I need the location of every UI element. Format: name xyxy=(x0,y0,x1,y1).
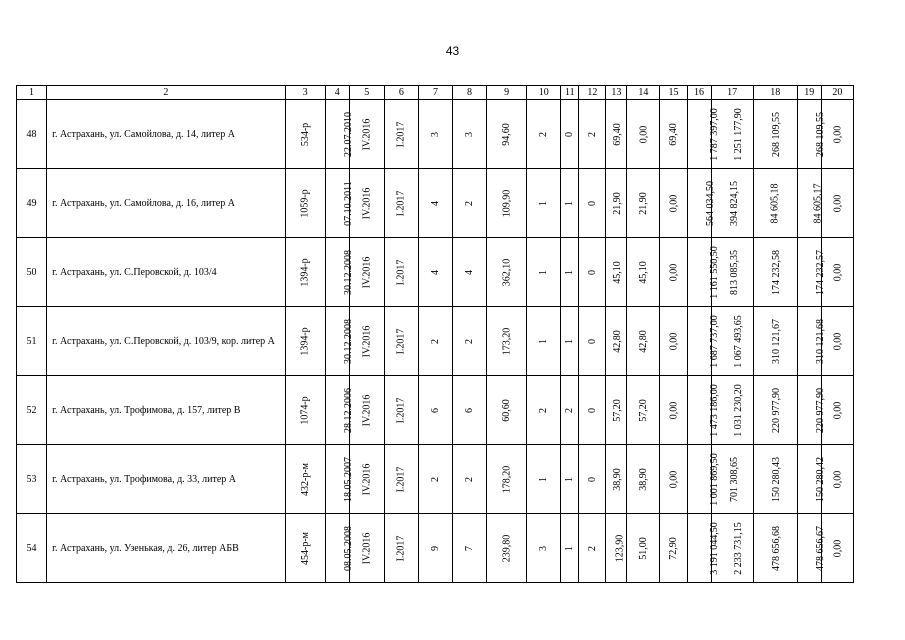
table-cell xyxy=(349,100,384,169)
table-cell xyxy=(821,238,853,307)
cell-text: 1394-р xyxy=(299,257,311,287)
cell-text: 0,00 xyxy=(831,470,843,488)
cell-text: 0,00 xyxy=(831,194,843,212)
cell-text: 21,90 xyxy=(637,191,649,215)
table-cell xyxy=(384,307,418,376)
table-cell xyxy=(453,514,487,583)
cell-text: 28.12.2006 xyxy=(342,387,354,433)
cell-text: 1 xyxy=(564,476,576,482)
cell-text: 42,80 xyxy=(612,329,624,353)
cell-text: 1 xyxy=(564,338,576,344)
cell-text: 220 977,90 xyxy=(770,387,782,433)
table-cell xyxy=(606,100,627,169)
cell-text: 4 xyxy=(429,269,441,275)
cell-text: 0,00 xyxy=(831,125,843,143)
cell-text: 478 656,68 xyxy=(770,525,782,571)
cell-text: 4 xyxy=(429,200,441,206)
cell-text: 1 xyxy=(538,200,550,206)
table-cell xyxy=(453,376,487,445)
cell-text: 0 xyxy=(586,407,598,413)
table-row xyxy=(17,238,854,307)
cell-text: 173,20 xyxy=(501,327,513,355)
column-header: 14 xyxy=(627,86,660,100)
cell-text: IV.2016 xyxy=(361,325,373,357)
column-header: 9 xyxy=(487,86,527,100)
table-cell xyxy=(487,100,527,169)
table-cell xyxy=(711,169,753,238)
table-cell xyxy=(579,238,606,307)
cell-text: 45,10 xyxy=(637,260,649,284)
table-cell: 48 xyxy=(17,100,47,169)
cell-text: 1 xyxy=(564,200,576,206)
table-cell xyxy=(561,169,579,238)
column-header: 7 xyxy=(418,86,452,100)
cell-text: 310 121,68 xyxy=(814,318,826,364)
table-cell xyxy=(579,169,606,238)
table-cell xyxy=(527,100,561,169)
table-row xyxy=(17,169,854,238)
table-cell xyxy=(797,100,826,169)
cell-text: 0 xyxy=(586,476,598,482)
cell-text: 22.07.2010 xyxy=(342,111,354,157)
table-cell xyxy=(349,307,384,376)
table-row xyxy=(17,100,854,169)
table-cell xyxy=(453,307,487,376)
cell-text: 30.12.2008 xyxy=(342,249,354,295)
table-cell: 54 xyxy=(17,514,47,583)
table-cell xyxy=(527,238,561,307)
cell-text: I.2017 xyxy=(395,190,407,216)
cell-text: IV.2016 xyxy=(361,187,373,219)
table-cell xyxy=(797,238,826,307)
column-header: 15 xyxy=(660,86,687,100)
table-cell xyxy=(285,169,325,238)
cell-text: 21,90 xyxy=(612,191,624,215)
cell-text: 0,00 xyxy=(668,332,679,350)
table-cell xyxy=(384,169,418,238)
table-cell xyxy=(349,238,384,307)
table-cell xyxy=(687,307,720,376)
cell-text: 2 xyxy=(538,407,550,413)
cell-text: 174 232,57 xyxy=(814,249,826,295)
cell-text: 08.05.2008 xyxy=(342,525,354,571)
cell-text: 2 xyxy=(564,407,576,413)
cell-text: 0 xyxy=(564,131,576,137)
table-cell xyxy=(349,514,384,583)
table-cell xyxy=(606,238,627,307)
table-cell xyxy=(797,445,826,514)
table-cell xyxy=(561,445,579,514)
table-cell xyxy=(579,100,606,169)
cell-text: 38,90 xyxy=(637,467,649,491)
table-cell: г. Астрахань, ул. С.Перовской, д. 103/9, кор. литер А xyxy=(47,307,286,376)
column-header: 6 xyxy=(384,86,418,100)
cell-text: 2 xyxy=(464,338,476,344)
table-cell xyxy=(660,238,687,307)
table-cell xyxy=(687,169,716,238)
table-cell xyxy=(285,307,325,376)
table-cell xyxy=(561,307,579,376)
cell-text: 1 xyxy=(538,476,550,482)
cell-text: 2 xyxy=(538,131,550,137)
cell-text: 1 001 869,50 xyxy=(708,452,720,506)
table-cell: 52 xyxy=(17,376,47,445)
table-cell xyxy=(453,100,487,169)
cell-text: 268 109,55 xyxy=(770,111,782,157)
table-cell: 49 xyxy=(17,169,47,238)
table-cell xyxy=(325,238,354,307)
table-cell xyxy=(687,445,720,514)
table-cell xyxy=(687,514,720,583)
table-cell xyxy=(418,238,452,307)
table-cell xyxy=(687,100,720,169)
table-cell xyxy=(561,100,579,169)
table-cell xyxy=(527,445,561,514)
table-cell xyxy=(285,100,325,169)
table-cell xyxy=(797,376,826,445)
table-cell xyxy=(349,445,384,514)
table-cell xyxy=(384,445,418,514)
table-cell xyxy=(527,514,561,583)
table-cell xyxy=(627,514,660,583)
table-cell xyxy=(487,169,527,238)
column-header: 3 xyxy=(285,86,325,100)
cell-text: 3 191 044,50 xyxy=(708,521,720,575)
cell-text: IV.2016 xyxy=(361,394,373,426)
table-cell xyxy=(418,100,452,169)
cell-text: 69,40 xyxy=(668,122,679,146)
table-cell: г. Астрахань, ул. Узенькая, д. 26, литер АБВ xyxy=(47,514,286,583)
table-cell xyxy=(821,100,853,169)
table-cell xyxy=(453,169,487,238)
cell-text: 1 xyxy=(564,269,576,275)
cell-text: 220 977,90 xyxy=(814,387,826,433)
cell-text: 1 473 186,00 xyxy=(708,383,720,437)
table-cell: 51 xyxy=(17,307,47,376)
table-cell xyxy=(753,169,797,238)
cell-text: 0,00 xyxy=(668,263,679,281)
table-cell xyxy=(627,307,660,376)
table-cell xyxy=(660,100,687,169)
table-cell xyxy=(579,376,606,445)
table-row xyxy=(17,376,854,445)
cell-text: 3 xyxy=(429,131,441,137)
table-cell xyxy=(627,100,660,169)
table-cell xyxy=(753,376,797,445)
cell-text: 454-р-м xyxy=(299,531,311,565)
table-cell xyxy=(418,169,452,238)
cell-text: 7 xyxy=(464,545,476,551)
column-header: 10 xyxy=(527,86,561,100)
cell-text: 0,00 xyxy=(637,125,649,143)
cell-text: 1 xyxy=(538,269,550,275)
cell-text: 72,90 xyxy=(668,536,679,560)
cell-text: 6 xyxy=(464,407,476,413)
cell-text: 1059-р xyxy=(299,188,311,218)
table-cell xyxy=(285,445,325,514)
table-cell xyxy=(606,376,627,445)
cell-text: 239,80 xyxy=(501,534,513,562)
table-cell xyxy=(660,307,687,376)
cell-text: 123,90 xyxy=(614,534,626,562)
table-cell xyxy=(285,514,325,583)
cell-text: 84 605,17 xyxy=(812,183,824,223)
table-cell xyxy=(384,514,418,583)
cell-text: 1 687 737,00 xyxy=(708,314,720,368)
table-cell xyxy=(325,445,354,514)
header-row xyxy=(17,86,854,100)
table-cell xyxy=(797,169,824,238)
cell-text: 564 034,50 xyxy=(704,180,716,226)
table-cell xyxy=(821,376,853,445)
cell-text: 1 xyxy=(538,338,550,344)
table-cell xyxy=(627,169,660,238)
column-header: 2 xyxy=(47,86,286,100)
column-header: 12 xyxy=(579,86,606,100)
table-cell xyxy=(418,376,452,445)
cell-text: 2 xyxy=(586,545,598,551)
column-header: 4 xyxy=(325,86,349,100)
table-row xyxy=(17,514,854,583)
cell-text: 1 031 230,20 xyxy=(732,383,744,437)
cell-text: 51,00 xyxy=(637,536,649,560)
table-cell xyxy=(285,376,325,445)
cell-text: 174 232,58 xyxy=(770,249,782,295)
cell-text: 07.10.2011 xyxy=(342,180,354,226)
table-cell xyxy=(384,376,418,445)
table-cell xyxy=(821,307,853,376)
cell-text: 0 xyxy=(586,200,598,206)
cell-text: 0,00 xyxy=(831,263,843,281)
table-cell xyxy=(527,376,561,445)
table-cell xyxy=(349,169,384,238)
table-cell xyxy=(384,238,418,307)
table-cell: г. Астрахань, ул. Трофимова, д. 33, литер А xyxy=(47,445,286,514)
table-cell xyxy=(606,514,627,583)
cell-text: I.2017 xyxy=(395,121,407,147)
table-cell xyxy=(660,445,687,514)
table-cell: 53 xyxy=(17,445,47,514)
column-header: 11 xyxy=(561,86,579,100)
table-cell xyxy=(579,307,606,376)
cell-text: 84 605,18 xyxy=(769,183,781,223)
cell-text: 178,20 xyxy=(501,465,513,493)
table-cell xyxy=(527,169,561,238)
column-header: 16 xyxy=(687,86,711,100)
table-cell xyxy=(687,376,720,445)
cell-text: 57,20 xyxy=(612,398,624,422)
cell-text: 60,60 xyxy=(501,398,513,422)
cell-text: 6 xyxy=(429,407,441,413)
table-cell xyxy=(660,169,687,238)
cell-text: 2 xyxy=(429,476,441,482)
column-header: 13 xyxy=(606,86,627,100)
column-header: 20 xyxy=(821,86,853,100)
cell-text: 1 787 397,00 xyxy=(708,107,720,161)
cell-text: 150 280,42 xyxy=(814,456,826,502)
table-cell xyxy=(753,307,797,376)
table-cell xyxy=(384,100,418,169)
cell-text: IV.2016 xyxy=(361,463,373,495)
column-header: 5 xyxy=(349,86,384,100)
cell-text: I.2017 xyxy=(395,535,407,561)
cell-text: IV.2016 xyxy=(361,118,373,150)
cell-text: 2 xyxy=(586,131,598,137)
cell-text: 2 233 731,15 xyxy=(732,521,744,575)
table-cell xyxy=(325,514,354,583)
cell-text: 38,90 xyxy=(612,467,624,491)
cell-text: I.2017 xyxy=(395,259,407,285)
column-header: 17 xyxy=(711,86,753,100)
cell-text: 701 308,65 xyxy=(728,456,740,502)
cell-text: IV.2016 xyxy=(361,532,373,564)
cell-text: 2 xyxy=(464,200,476,206)
cell-text: 3 xyxy=(538,545,550,551)
table-cell xyxy=(579,514,606,583)
table-cell xyxy=(821,514,853,583)
table-cell xyxy=(349,376,384,445)
table-cell xyxy=(821,169,853,238)
table-cell xyxy=(606,445,627,514)
table-cell xyxy=(561,514,579,583)
cell-text: 9 xyxy=(429,545,441,551)
table-cell xyxy=(487,514,527,583)
page-number: 43 xyxy=(445,44,460,58)
table-cell xyxy=(453,445,487,514)
cell-text: 0,00 xyxy=(831,401,843,419)
cell-text: I.2017 xyxy=(395,397,407,423)
table-cell xyxy=(418,514,452,583)
cell-text: 57,20 xyxy=(637,398,649,422)
table-cell xyxy=(627,238,660,307)
cell-text: 432-р-м xyxy=(299,462,311,496)
table-cell xyxy=(660,376,687,445)
cell-text: 268 109,55 xyxy=(814,111,826,157)
table-row xyxy=(17,307,854,376)
table-cell xyxy=(325,307,354,376)
cell-text: 0,00 xyxy=(668,401,679,419)
cell-text: 0 xyxy=(586,338,598,344)
cell-text: IV.2016 xyxy=(361,256,373,288)
cell-text: 1074-р xyxy=(299,395,311,425)
register-table xyxy=(16,85,854,583)
table-cell xyxy=(325,169,354,238)
cell-text: 0,00 xyxy=(668,470,679,488)
cell-text: 18.05.2007 xyxy=(342,456,354,502)
table-cell xyxy=(660,514,687,583)
table-cell xyxy=(579,445,606,514)
table-cell xyxy=(487,307,527,376)
table-cell xyxy=(487,376,527,445)
cell-text: 0,00 xyxy=(668,194,679,212)
column-header: 8 xyxy=(453,86,487,100)
table-cell: г. Астрахань, ул. С.Перовской, д. 103/4 xyxy=(47,238,286,307)
table-cell xyxy=(753,238,797,307)
cell-text: 69,40 xyxy=(612,122,624,146)
table-cell xyxy=(753,514,797,583)
table-cell xyxy=(487,238,527,307)
cell-text: 109,90 xyxy=(501,189,513,217)
cell-text: 0 xyxy=(586,269,598,275)
cell-text: 30.12.2008 xyxy=(342,318,354,364)
table-cell: 50 xyxy=(17,238,47,307)
cell-text: 2 xyxy=(464,476,476,482)
table-cell xyxy=(753,445,797,514)
cell-text: 813 085,35 xyxy=(728,249,740,295)
cell-text: 310 121,67 xyxy=(770,318,782,364)
table-cell xyxy=(285,238,325,307)
table-cell xyxy=(561,376,579,445)
table-cell xyxy=(606,169,627,238)
table-cell xyxy=(753,100,797,169)
cell-text: 4 xyxy=(464,269,476,275)
cell-text: I.2017 xyxy=(395,328,407,354)
table-cell xyxy=(797,307,826,376)
cell-text: 1 067 493,65 xyxy=(732,314,744,368)
table-cell xyxy=(418,445,452,514)
table-cell xyxy=(687,238,720,307)
cell-text: 1 251 177,90 xyxy=(732,107,744,161)
table-cell xyxy=(453,238,487,307)
cell-text: 94,60 xyxy=(501,122,513,146)
table-cell xyxy=(325,376,354,445)
table-cell xyxy=(561,238,579,307)
cell-text: 0,00 xyxy=(831,332,843,350)
table-cell: г. Астрахань, ул. Самойлова, д. 16, литер А xyxy=(47,169,286,238)
table-cell xyxy=(527,307,561,376)
column-header: 18 xyxy=(753,86,797,100)
cell-text: 1 161 550,50 xyxy=(708,245,720,299)
table-cell xyxy=(418,307,452,376)
table-cell xyxy=(627,445,660,514)
cell-text: 1394-р xyxy=(299,326,311,356)
column-header: 1 xyxy=(17,86,47,100)
cell-text: 362,10 xyxy=(501,258,513,286)
cell-text: 3 xyxy=(464,131,476,137)
cell-text: 478 656,67 xyxy=(814,525,826,571)
column-header: 19 xyxy=(797,86,821,100)
table-cell xyxy=(627,376,660,445)
table-row xyxy=(17,445,854,514)
cell-text: 45,10 xyxy=(612,260,624,284)
cell-text: 0,00 xyxy=(831,539,843,557)
table-cell xyxy=(606,307,627,376)
table-cell: г. Астрахань, ул. Трофимова, д. 157, литер В xyxy=(47,376,286,445)
cell-text: 42,80 xyxy=(637,329,649,353)
cell-text: I.2017 xyxy=(395,466,407,492)
cell-text: 534-р xyxy=(299,122,311,146)
cell-text: 394 824,15 xyxy=(728,180,740,226)
cell-text: 150 280,43 xyxy=(770,456,782,502)
cell-text: 1 xyxy=(564,545,576,551)
table-cell xyxy=(487,445,527,514)
table-cell xyxy=(797,514,826,583)
cell-text: 2 xyxy=(429,338,441,344)
table-cell xyxy=(821,445,853,514)
table-cell xyxy=(325,100,354,169)
table-cell: г. Астрахань, ул. Самойлова, д. 14, литер А xyxy=(47,100,286,169)
